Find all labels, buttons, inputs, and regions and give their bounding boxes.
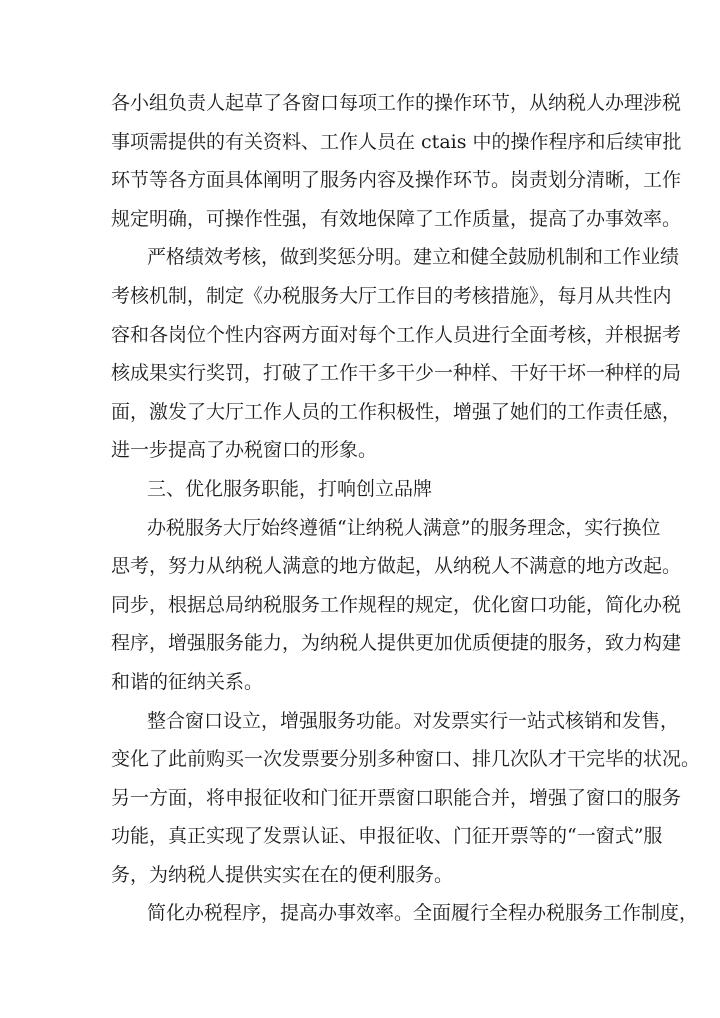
paragraph-5 xyxy=(111,702,701,895)
text-line: 严格绩效考核，做到奖惩分明。建立和健全鼓励机制和工作业绩 xyxy=(147,246,680,269)
text-line: 事项需提供的有关资料、工作人员在 ctais 中的操作程序和后续审批 xyxy=(111,130,682,153)
text-line: 同步，根据总局纳税服务工作规程的规定，优化窗口功能，简化办税 xyxy=(111,593,682,616)
text-line: 进一步提高了办税窗口的形象。 xyxy=(111,439,378,462)
text-line: 另一方面，将申报征收和门征开票窗口职能合并，增强了窗口的服务 xyxy=(111,786,682,809)
text-line: 办税服务大厅始终遵循“让纳税人满意”的服务理念，实行换位 xyxy=(147,516,661,539)
text-line: 功能，真正实现了发票认证、申报征收、门征开票等的“一窗式”服 xyxy=(111,825,663,848)
text-line: 程序，增强服务能力，为纳税人提供更加优质便捷的服务，致力构建 xyxy=(111,632,682,655)
section-heading xyxy=(111,470,615,509)
text-line: 规定明确，可操作性强，有效地保障了工作质量，提高了办事效率。 xyxy=(111,207,682,230)
text-line: 面，激发了大厅工作人员的工作积极性，增强了她们的工作责任感， xyxy=(111,400,682,423)
text-line: 和谐的征纳关系。 xyxy=(111,670,264,693)
text-line: 变化了此前购买一次发票要分别多种窗口、排几次队才干完毕的状况。 xyxy=(111,748,701,771)
text-line: 环节等各方面具体阐明了服务内容及操作环节。岗责划分清晰，工作 xyxy=(111,169,682,192)
text-line: 简化办税程序，提高办事效率。全面履行全程办税服务工作制度， xyxy=(147,902,699,925)
paragraph-2 xyxy=(111,238,682,470)
paragraph-4 xyxy=(111,509,682,702)
text-line: 各小组负责人起草了各窗口每项工作的操作环节，从纳税人办理涉税 xyxy=(111,92,682,114)
text-line: 容和各岗位个性内容两方面对每个工作人员进行全面考核，并根据考 xyxy=(111,323,682,346)
text-line: 务，为纳税人提供实实在在的便利服务。 xyxy=(111,863,454,886)
text-line: 整合窗口设立，增强服务功能。对发票实行一站式核销和发售， xyxy=(147,709,680,732)
paragraph-6 xyxy=(111,894,699,933)
text-line: 考核机制，制定《办税服务大厅工作目的考核措施》，每月从共性内 xyxy=(111,284,672,307)
text-line: 思考，努力从纳税人满意的地方做起，从纳税人不满意的地方改起。 xyxy=(111,555,682,578)
heading-line: 三、优化服务职能，打响创立品牌 xyxy=(147,477,433,500)
body-text xyxy=(111,84,701,933)
text-line: 核成果实行奖罚，打破了工作干多干少一种样、干好干坏一种样的局 xyxy=(111,362,682,385)
paragraph-1 xyxy=(111,84,682,238)
